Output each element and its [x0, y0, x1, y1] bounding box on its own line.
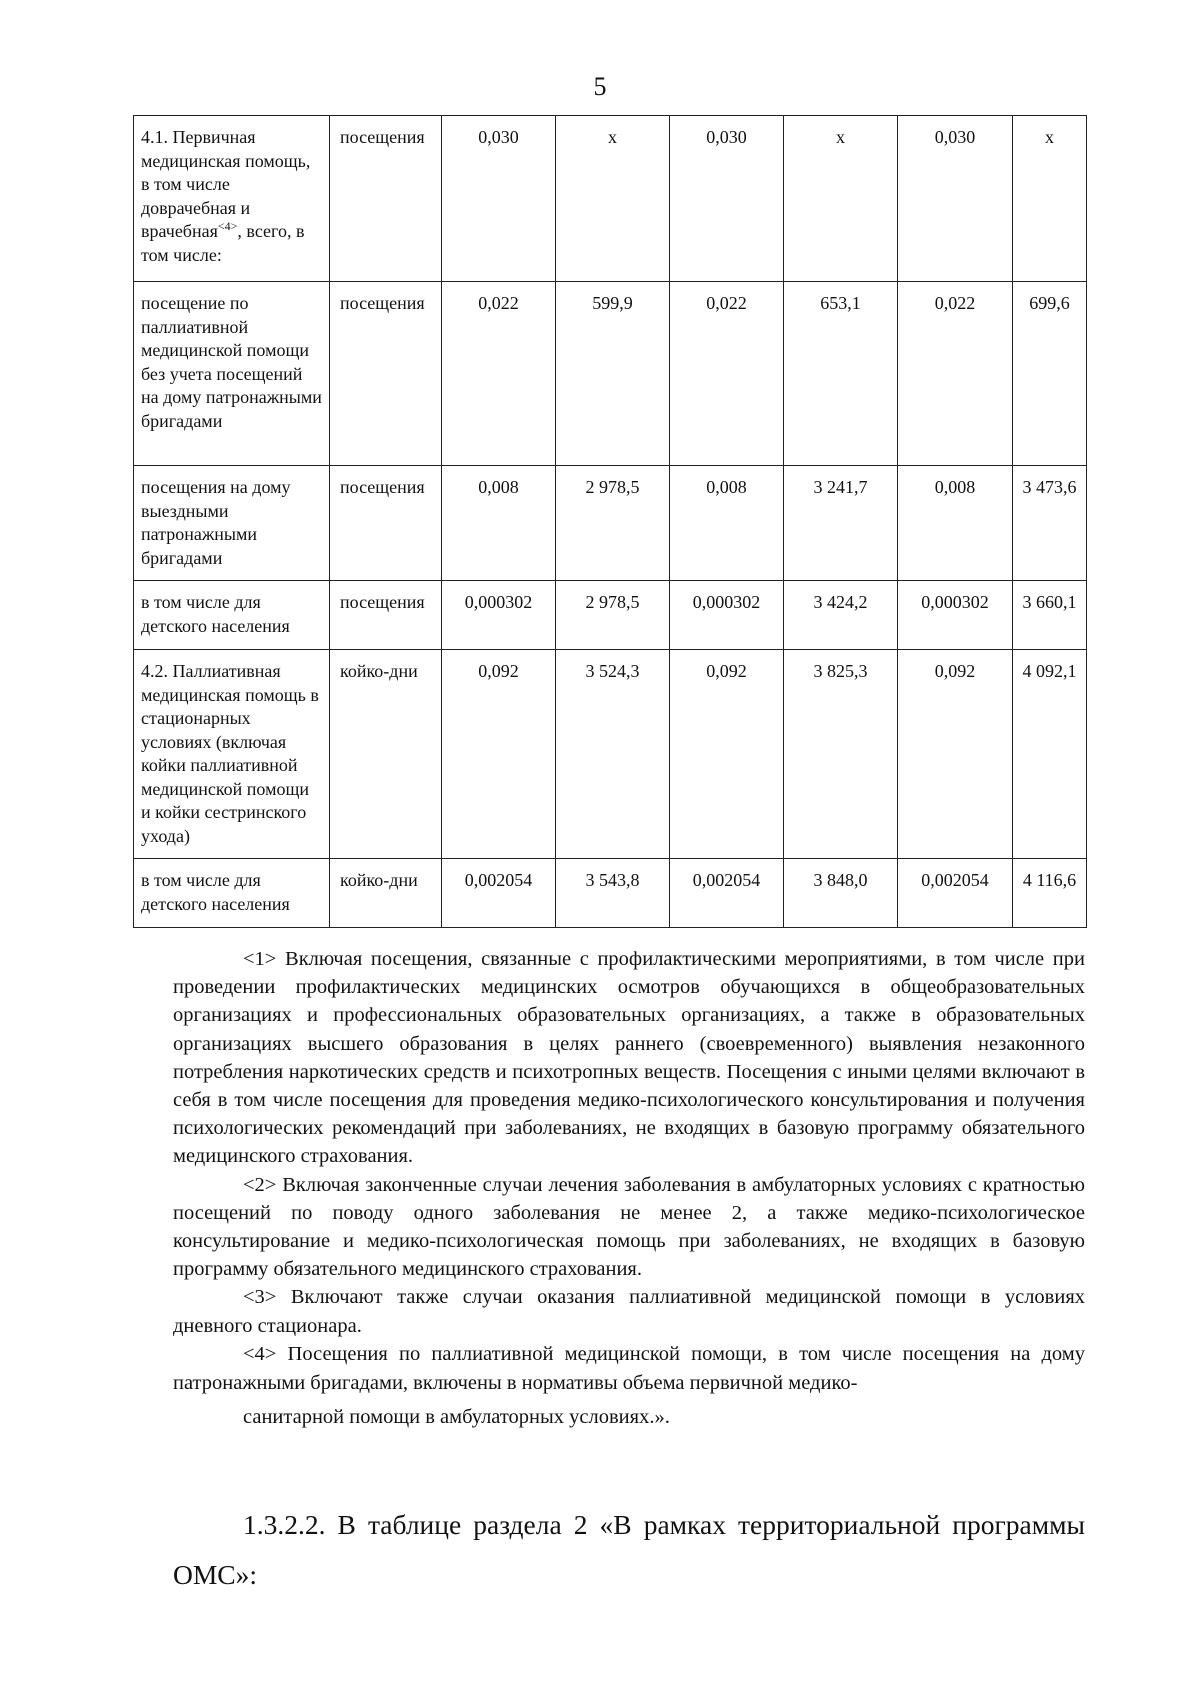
table-cell: х	[556, 116, 670, 282]
row-name: в том числе для детского населения	[134, 581, 330, 650]
table-cell: 0,030	[670, 116, 784, 282]
table-row	[134, 466, 1087, 581]
row-unit: посещения	[330, 116, 442, 282]
table-cell: 0,000302	[898, 581, 1013, 650]
table-cell: 0,022	[898, 282, 1013, 466]
table-cell: 4 116,6	[1013, 859, 1087, 928]
table-cell: 0,000302	[442, 581, 556, 650]
footnote-3: <3> Включают также случаи оказания паллиативной медицинской помощи в условиях дневного стационара.	[173, 1286, 1085, 1337]
table-row	[134, 650, 1087, 859]
table-cell: 653,1	[784, 282, 898, 466]
row-unit: посещения	[330, 581, 442, 650]
footnote-4: <4> Посещения по паллиативной медицинской помощи, в том числе посещения на дому патронажными бригадами, включены в нормативы объема первичной медико- санитарной помощи в амбулаторных условиях.».	[173, 1342, 1085, 1428]
table-row	[134, 859, 1087, 928]
table-cell: 2 978,5	[556, 466, 670, 581]
table-cell: х	[1013, 116, 1087, 282]
row-name: посещение по паллиативной медицинской помощи без учета посещений на дому патронажными бригадами	[134, 282, 330, 466]
table-cell: 0,022	[442, 282, 556, 466]
row-unit: койко-дни	[330, 859, 442, 928]
table-cell: 3 241,7	[784, 466, 898, 581]
table-cell: 0,022	[670, 282, 784, 466]
table-cell: 0,000302	[670, 581, 784, 650]
table-cell: 599,9	[556, 282, 670, 466]
table-cell: 3 473,6	[1013, 466, 1087, 581]
table-cell: 3 424,2	[784, 581, 898, 650]
footnotes	[173, 945, 1085, 1432]
table-cell: 3 660,1	[1013, 581, 1087, 650]
footnote-2: <2> Включая законченные случаи лечения заболевания в амбулаторных условиях с кратностью посещений по поводу одного заболевания не менее 2, а также медико-психологическое консультирование и медико-психологическая помощь при заболеваниях, не входящих в базовую программу обязательного медицинского страхования.	[173, 1173, 1085, 1281]
row-unit: посещения	[330, 466, 442, 581]
table-cell: 0,030	[898, 116, 1013, 282]
table-cell: 0,030	[442, 116, 556, 282]
table-cell: 4 092,1	[1013, 650, 1087, 859]
row-name: в том числе для детского населения	[134, 859, 330, 928]
row-name: 4.2. Паллиативная медицинская помощь в стационарных условиях (включая койки паллиативной медицинской помощи и койки сестринского ухода)	[134, 650, 330, 859]
section-paragraph: 1.3.2.2. В таблице раздела 2 «В рамках территориальной программы ОМС»:	[173, 1509, 1085, 1590]
table-cell: 0,002054	[442, 859, 556, 928]
table-cell: 3 848,0	[784, 859, 898, 928]
table-row	[134, 116, 1087, 282]
table-cell: 0,092	[442, 650, 556, 859]
footnote-ref: <4>	[217, 219, 238, 233]
table-cell: 0,002054	[898, 859, 1013, 928]
page-number: 5	[593, 72, 607, 101]
row-name: 4.1. Первичная медицинская помощь, в том числе доврачебная и врачебная$^{<4>}$, всего, в том числе:	[134, 116, 330, 282]
table-cell: 3 825,3	[784, 650, 898, 859]
table-row	[134, 581, 1087, 650]
table-cell: 0,008	[898, 466, 1013, 581]
table-cell: х	[784, 116, 898, 282]
table-cell: 0,008	[442, 466, 556, 581]
row-name: посещения на дому выездными патронажными бригадами	[134, 466, 330, 581]
table-cell: 2 978,5	[556, 581, 670, 650]
row-unit: посещения	[330, 282, 442, 466]
footnote-1: <1> Включая посещения, связанные с профилактическими мероприятиями, в том числе при проведении профилактических медицинских осмотров обучающихся в общеобразовательных организациях и профессиональных образовательных организациях, а также в образовательных организациях высшего образования в целях раннего (своевременного) выявления незаконного потребления наркотических средств и психотропных веществ. Посещения с иными целями включают в себя в том числе посещения для проведения медико-психологического консультирования и получения психологических рекомендаций при заболеваниях, не входящих в базовую программу обязательного медицинского страхования.	[173, 948, 1085, 1168]
table-cell: 0,002054	[670, 859, 784, 928]
table-row	[134, 282, 1087, 466]
table-cell: 0,092	[898, 650, 1013, 859]
row-unit: койко-дни	[330, 650, 442, 859]
table-cell: 0,092	[670, 650, 784, 859]
table-cell: 3 524,3	[556, 650, 670, 859]
normative-table	[133, 115, 1087, 928]
table-cell: 3 543,8	[556, 859, 670, 928]
table-cell: 699,6	[1013, 282, 1087, 466]
table-cell: 0,008	[670, 466, 784, 581]
